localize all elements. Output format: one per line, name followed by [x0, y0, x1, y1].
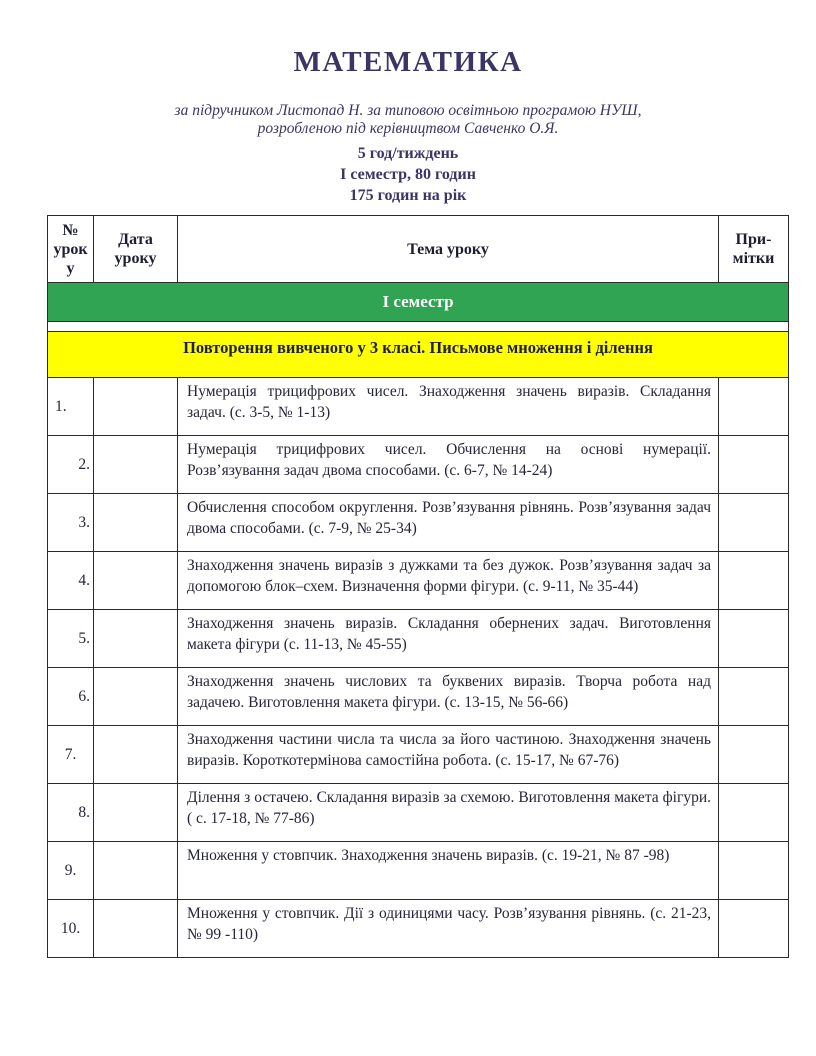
column-header-lesson-number: № уроку	[48, 216, 94, 283]
table-row	[48, 436, 789, 494]
column-header-notes: При-мітки	[719, 216, 789, 283]
document-subtitle	[0, 102, 816, 138]
lesson-number-cell: 10.	[48, 900, 94, 958]
topic-cell: Знаходження значень виразів з дужками та без дужок. Розв’язування задач за допомогою блок–схем. Визначення форми фігури. (с. 9-11, № 35-44)	[178, 552, 719, 610]
year-hours: 175 годин на рік	[349, 187, 467, 204]
table-row	[48, 784, 789, 842]
lesson-number-cell: 8.	[48, 784, 94, 842]
notes-cell	[719, 552, 789, 610]
topic-cell: Знаходження частини числа та числа за його частиною. Знаходження значень виразів. Короткотермінова самостійна робота. (с. 15-17, № 67-76)	[178, 726, 719, 784]
notes-cell	[719, 668, 789, 726]
notes-cell	[719, 378, 789, 436]
table-row	[48, 610, 789, 668]
lesson-number-cell: 5.	[48, 610, 94, 668]
column-header-date: Дата уроку	[94, 216, 178, 283]
document-header	[0, 0, 816, 206]
topic-cell: Множення у стовпчик. Дії з одиницями часу. Розв’язування рівнянь. (с. 21-23, № 99 -110)	[178, 900, 719, 958]
topic-cell: Множення у стовпчик. Знаходження значень виразів. (с. 19-21, № 87 -98)	[178, 842, 719, 900]
table-row	[48, 726, 789, 784]
lesson-schedule-table	[47, 215, 789, 958]
table-row	[48, 378, 789, 436]
date-cell	[94, 378, 178, 436]
lesson-number-cell: 2.	[48, 436, 94, 494]
lesson-number-cell: 7.	[48, 726, 94, 784]
date-cell	[94, 900, 178, 958]
table-row	[48, 552, 789, 610]
spacer-row	[48, 322, 789, 332]
date-cell	[94, 610, 178, 668]
table-header-row	[48, 216, 789, 283]
notes-cell	[719, 784, 789, 842]
notes-cell	[719, 494, 789, 552]
date-cell	[94, 668, 178, 726]
subtitle-line-2: розробленою під керівництвом Савченко О.Я.	[257, 120, 559, 137]
topic-cell: Обчислення способом округлення. Розв’язування рівнянь. Розв’язування задач двома способами. (с. 7-9, № 25-34)	[178, 494, 719, 552]
lesson-number-cell: 9.	[48, 842, 94, 900]
topic-cell: Нумерація трицифрових чисел. Обчислення на основі нумерації. Розв’язування задач двома способами. (с. 6-7, № 14-24)	[178, 436, 719, 494]
semester-banner: І семестр	[48, 283, 789, 322]
topic-cell: Нумерація трицифрових чисел. Знаходження значень виразів. Складання задач. (с. 3-5, № 1-13)	[178, 378, 719, 436]
notes-cell	[719, 900, 789, 958]
date-cell	[94, 784, 178, 842]
lesson-number-cell: 6.	[48, 668, 94, 726]
lesson-number-cell: 1.	[48, 378, 94, 436]
table-row	[48, 494, 789, 552]
lesson-number-cell: 4.	[48, 552, 94, 610]
date-cell	[94, 494, 178, 552]
topic-cell: Ділення з остачею. Складання виразів за схемою. Виготовлення макета фігури. ( с. 17-18, № 77-86)	[178, 784, 719, 842]
spacer-cell	[48, 322, 789, 332]
topic-cell: Знаходження значень виразів. Складання обернених задач. Виготовлення макета фігури (с. 11-13, № 45-55)	[178, 610, 719, 668]
notes-cell	[719, 726, 789, 784]
date-cell	[94, 726, 178, 784]
date-cell	[94, 552, 178, 610]
hours-per-week: 5 год/тиждень	[357, 145, 459, 162]
page-title: МАТЕМАТИКА	[293, 46, 523, 78]
subtitle-line-1: за підручником Листопад Н. за типовою освітньою програмою НУШ,	[174, 102, 642, 119]
semester-hours: І семестр, 80 годин	[340, 166, 476, 183]
notes-cell	[719, 436, 789, 494]
topic-cell: Знаходження значень числових та буквених виразів. Творча робота над задачею. Виготовлення макета фігури. (с. 13-15, № 56-66)	[178, 668, 719, 726]
notes-cell	[719, 610, 789, 668]
section-banner: Повторення вивченого у 3 класі. Письмове множення і ділення	[48, 332, 789, 378]
table-row	[48, 842, 789, 900]
notes-cell	[719, 842, 789, 900]
table-row	[48, 900, 789, 958]
date-cell	[94, 436, 178, 494]
column-header-topic: Тема уроку	[178, 216, 719, 283]
document-info	[0, 143, 816, 206]
table-row	[48, 668, 789, 726]
date-cell	[94, 842, 178, 900]
section-banner-row	[48, 332, 789, 378]
lesson-number-cell: 3.	[48, 494, 94, 552]
semester-banner-row	[48, 283, 789, 322]
